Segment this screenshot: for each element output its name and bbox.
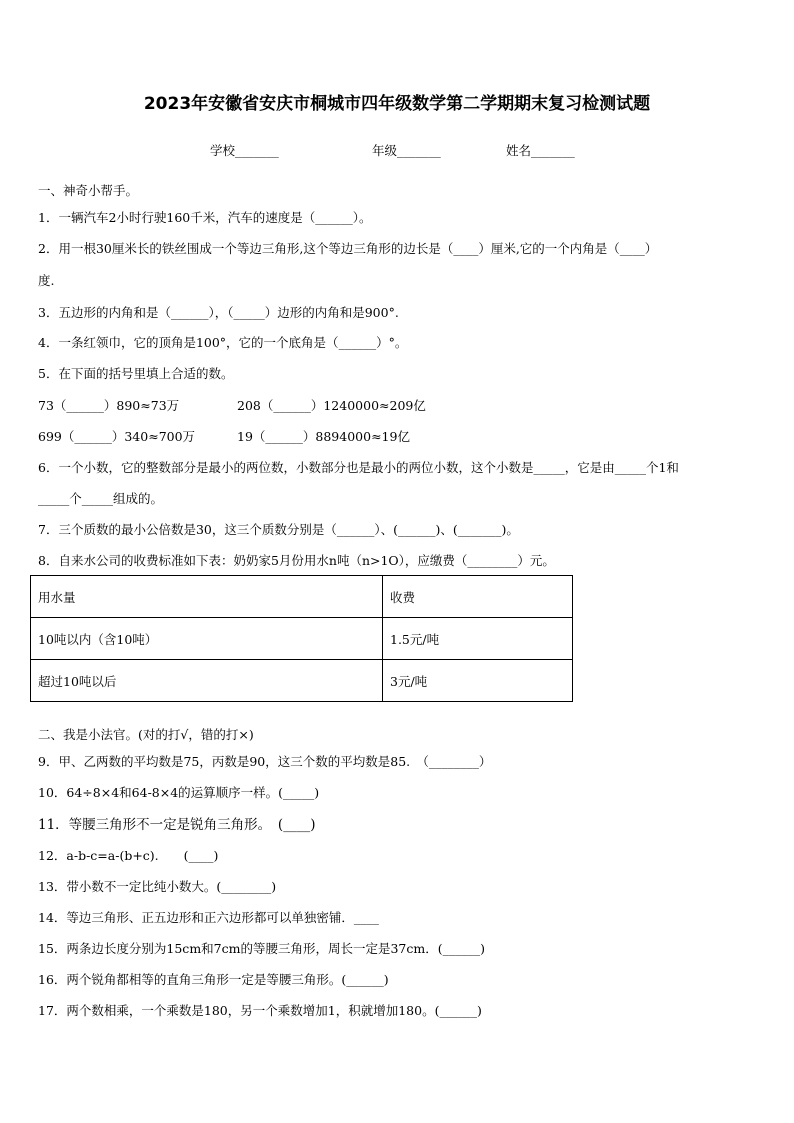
table-cell: 3元/吨: [383, 660, 573, 702]
question-16: 16．两个锐角都相等的直角三角形一定是等腰三角形。(______): [38, 972, 389, 987]
question-5-item-a: 73（______）890≈73万: [38, 398, 180, 413]
question-12: 12．a-b-c=a-(b+c). (____): [38, 848, 219, 863]
question-2-line-1: 2．用一根30厘米长的铁丝围成一个等边三角形,这个等边三角形的边长是（____）厘米,它的一个内角是（____）: [38, 241, 658, 256]
table-cell: 超过10吨以后: [31, 660, 383, 702]
question-2-line-2: 度.: [38, 273, 55, 288]
question-8: 8．自来水公司的收费标准如下表：奶奶家5月份用水n吨（n>1O），应缴费（________）元。: [38, 553, 555, 568]
question-14: 14．等边三角形、正五边形和正六边形都可以单独密铺．____: [38, 910, 379, 925]
question-5-item-b: 208（______）1240000≈209亿: [237, 398, 426, 413]
table-row: [31, 618, 573, 660]
question-4: 4．一条红领巾，它的顶角是100°，它的一个底角是（______）°。: [38, 335, 408, 350]
question-10: 10．64÷8×4和64-8×4的运算顺序一样。(_____): [38, 785, 320, 800]
question-11: 11．等腰三角形不一定是锐角三角形。 (____): [38, 817, 316, 833]
table-row: [31, 660, 573, 702]
school-field: 学校_______: [210, 143, 279, 158]
section-two-heading: 二、我是小法官。(对的打√，错的打×): [38, 727, 254, 742]
grade-field: 年级_______: [372, 143, 441, 158]
question-6-line-1: 6．一个小数，它的整数部分是最小的两位数，小数部分也是最小的两位小数，这个小数是_____，它是由_____个1和: [38, 460, 679, 475]
question-5: 5．在下面的括号里填上合适的数。: [38, 366, 234, 381]
section-one-heading: 一、神奇小帮手。: [38, 183, 139, 198]
table-header-cell: 收费: [383, 576, 573, 618]
question-15: 15．两条边长度分别为15cm和7cm的等腰三角形，周长一定是37cm．(______): [38, 941, 485, 956]
question-6-line-2: _____个_____组成的。: [38, 491, 164, 506]
question-5-item-d: 19（______）8894000≈19亿: [237, 429, 410, 444]
water-fee-table: [30, 575, 573, 702]
question-17: 17．两个数相乘，一个乘数是180，另一个乘数增加1，积就增加180。(______): [38, 1003, 482, 1018]
table-header-cell: 用水量: [31, 576, 383, 618]
page-title: 2023年安徽省安庆市桐城市四年级数学第二学期期末复习检测试题: [143, 94, 651, 114]
question-13: 13．带小数不一定比纯小数大。(________): [38, 879, 277, 894]
question-9: 9．甲、乙两数的平均数是75，丙数是90，这三个数的平均数是85. （________）: [38, 754, 492, 769]
question-3: 3．五边形的内角和是（______），（_____）边形的内角和是900°.: [38, 305, 399, 320]
question-1: 1．一辆汽车2小时行驶160千米，汽车的速度是（______）。: [38, 210, 372, 225]
table-cell: 1.5元/吨: [383, 618, 573, 660]
question-7: 7．三个质数的最小公倍数是30，这三个质数分别是（______）、(______)、(_______)。: [38, 522, 519, 537]
question-5-item-c: 699（______）340≈700万: [38, 429, 196, 444]
table-header-row: [31, 576, 573, 618]
name-field: 姓名_______: [506, 143, 575, 158]
table-cell: 10吨以内（含10吨）: [31, 618, 383, 660]
